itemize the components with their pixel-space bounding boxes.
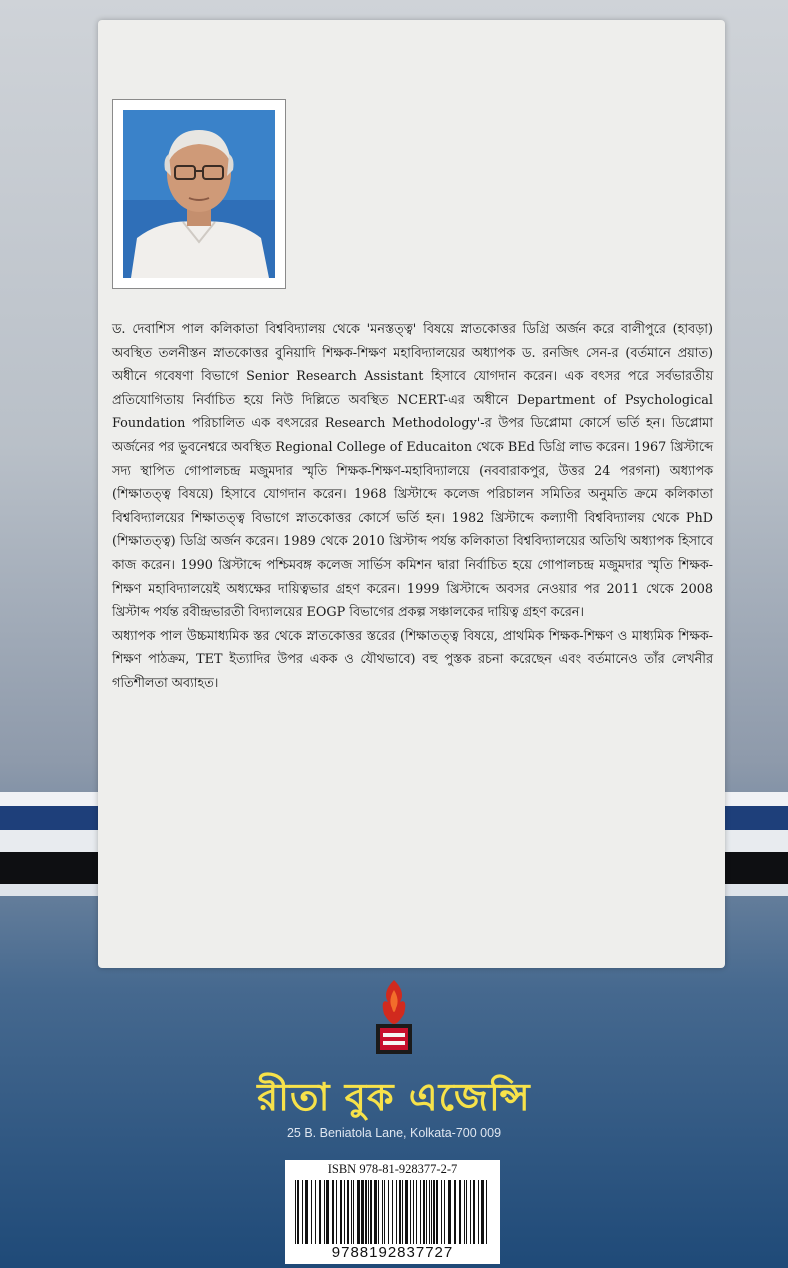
barcode-bar bbox=[413, 1180, 414, 1244]
barcode-bar bbox=[319, 1180, 321, 1244]
barcode-bar bbox=[420, 1180, 421, 1244]
barcode-bar bbox=[426, 1180, 427, 1244]
barcode-bar bbox=[347, 1180, 349, 1244]
bio-paragraph-2: অধ্যাপক পাল উচ্চমাধ্যমিক স্তর থেকে স্নাতকোত্তর স্তরের (শিক্ষাতত্ত্ব বিষয়ে, প্রাথমিক শিক্ষক-শিক্ষণ ও মাধ্যমিক শিক্ষক-শিক্ষণ পাঠক্রম, TET ইত্যাদির উপর একক ও যৌথভাবে) বহু পুস্তক রচনা করেছেন এবং বর্তমানেও তাঁর লেখনীর গতিশীলতা অব্যাহত। bbox=[112, 628, 713, 691]
ean-number: 9788192837727 bbox=[331, 1244, 454, 1261]
barcode-bar bbox=[361, 1180, 364, 1244]
barcode-bar bbox=[423, 1180, 425, 1244]
isbn-number: ISBN 978-81-928377-2-7 bbox=[327, 1162, 458, 1176]
barcode-bar bbox=[441, 1180, 442, 1244]
barcode-bar bbox=[433, 1180, 435, 1244]
barcode-bar bbox=[365, 1180, 367, 1244]
publisher-address: 25 B. Beniatola Lane, Kolkata-700 009 bbox=[286, 1126, 502, 1140]
barcode-bar bbox=[324, 1180, 325, 1244]
barcode-bar bbox=[353, 1180, 354, 1244]
barcode-bar bbox=[295, 1180, 296, 1244]
barcode-bar bbox=[486, 1180, 487, 1244]
barcode-bar bbox=[436, 1180, 438, 1244]
barcode-bar bbox=[431, 1180, 432, 1244]
barcode-bar bbox=[481, 1180, 484, 1244]
barcode-bar bbox=[388, 1180, 389, 1244]
barcode-bar bbox=[315, 1180, 316, 1244]
barcode-bar bbox=[399, 1180, 401, 1244]
author-bio bbox=[112, 318, 713, 696]
barcode-bar bbox=[405, 1180, 408, 1244]
barcode-bar bbox=[429, 1180, 430, 1244]
barcode-bar bbox=[332, 1180, 334, 1244]
bio-paragraph-1: ড. দেবাশিস পাল কলিকাতা বিশ্ববিদ্যালয় থেকে 'মনস্তত্ত্ব' বিষয়ে স্নাতকোত্তর ডিগ্রি অর্জন করে বালীপুরে (হাবড়া) অবস্থিত তলনীস্তন স্নাতকোত্তর বুনিয়াদি শিক্ষক-শিক্ষণ মহাবিদ্যালয়ের অধ্যাপক ড. রনজিৎ সেন-র (বর্তমানে প্রয়াত) অধীনে গবেষণা বিভাগে Senior Research Assistant হিসাবে যোগদান করেন। এক বৎসর পরে সর্বভারতীয় প্রতিযোগিতায় নির্বাচিত হয়ে নিউ দিল্লিতে অবস্থিত NCERT-এর অধীনে Department of Psychological Foundation পরিচালিত এক বৎসরের Research Methodology'-র উপর ডিপ্লোমা কোর্সে ভর্তি হন। ডিপ্লোমা অর্জনের পর ভুবনেশ্বরে অবস্থিত Regional College of Educaiton থেকে BEd ডিগ্রি লাভ করেন। 1967 খ্রিস্টাব্দে সদ্য স্থাপিত গোপালচন্দ্র মজুমদার স্মৃতি শিক্ষক-শিক্ষণ-মহাবিদ্যালয়ে (নববারাকপুর, উত্তর 24 পরগনা) অধ্যাপক (শিক্ষাতত্ত্ব বিষয়ে) হিসাবে যোগদান করেন। 1968 খ্রিস্টাব্দে কলেজ পরিচালন সমিতির অনুমতি ক্রমে কলিকাতা বিশ্ববিদ্যালয়ের শিক্ষাতত্ত্ব বিভাগে স্নাতকোত্তর কোর্সে ভর্তি হন। 1982 খ্রিস্টাব্দে কল্যাণী বিশ্ববিদ্যালয় থেকে PhD (শিক্ষাতত্ত্ব) ডিগ্রি অর্জন করেন। 1989 থেকে 2010 খ্রিস্টাব্দ পর্যন্ত কলিকাতা বিশ্ববিদ্যালয়ের অতিথি অধ্যাপক হিসাবে কাজ করেন। 1990 খ্রিস্টাব্দে পশ্চিমবঙ্গ কলেজ সার্ভিস কমিশন দ্বারা নির্বাচিত হয়ে গোপালচন্দ্র মজুমদার স্মৃতি শিক্ষক-শিক্ষণ মহাবিদ্যালয়েই অধ্যক্ষের দায়িত্বভার গ্রহণ করেন। 1999 খ্রিস্টাব্দে অবসর নেওয়ার পর 2011 থেকে 2008 খ্রিস্টাব্দ পর্যন্ত রবীন্দ্রভারতী বিদ্যালয়ের EOGP বিভাগের প্রকল্প সঞ্চালকের দায়িত্ব গ্রহণ করেন। bbox=[112, 322, 713, 621]
barcode-bar bbox=[302, 1180, 303, 1244]
barcode-bar bbox=[416, 1180, 417, 1244]
barcode-bar bbox=[378, 1180, 379, 1244]
barcode-bar bbox=[392, 1180, 393, 1244]
barcode-bars bbox=[293, 1180, 492, 1244]
barcode-bar bbox=[374, 1180, 377, 1244]
barcode-bar bbox=[454, 1180, 456, 1244]
author-bio-panel bbox=[98, 20, 725, 968]
barcode-bar bbox=[448, 1180, 451, 1244]
barcode-bar bbox=[464, 1180, 465, 1244]
barcode-bar bbox=[470, 1180, 471, 1244]
barcode-bar bbox=[297, 1180, 299, 1244]
barcode-bar bbox=[336, 1180, 337, 1244]
barcode-bar bbox=[344, 1180, 345, 1244]
publisher-name: রীতা বুক এজেন্সি bbox=[257, 1075, 531, 1119]
barcode-bar bbox=[478, 1180, 479, 1244]
barcode-bar bbox=[444, 1180, 445, 1244]
isbn-barcode bbox=[285, 1160, 500, 1264]
barcode-bar bbox=[396, 1180, 397, 1244]
barcode-bar bbox=[351, 1180, 352, 1244]
barcode-bar bbox=[384, 1180, 385, 1244]
barcode-bar bbox=[326, 1180, 329, 1244]
barcode-bar bbox=[357, 1180, 360, 1244]
barcode-bar bbox=[410, 1180, 411, 1244]
author-portrait-image bbox=[123, 110, 275, 278]
barcode-bar bbox=[466, 1180, 467, 1244]
publisher-logo-icon bbox=[364, 978, 424, 1058]
barcode-bar bbox=[459, 1180, 461, 1244]
barcode-bar bbox=[311, 1180, 312, 1244]
barcode-bar bbox=[305, 1180, 308, 1244]
barcode-bar bbox=[370, 1180, 372, 1244]
barcode-bar bbox=[340, 1180, 342, 1244]
barcode-bar bbox=[473, 1180, 475, 1244]
barcode-bar bbox=[402, 1180, 403, 1244]
author-photo bbox=[112, 99, 286, 289]
barcode-bar bbox=[368, 1180, 369, 1244]
barcode-bar bbox=[382, 1180, 383, 1244]
